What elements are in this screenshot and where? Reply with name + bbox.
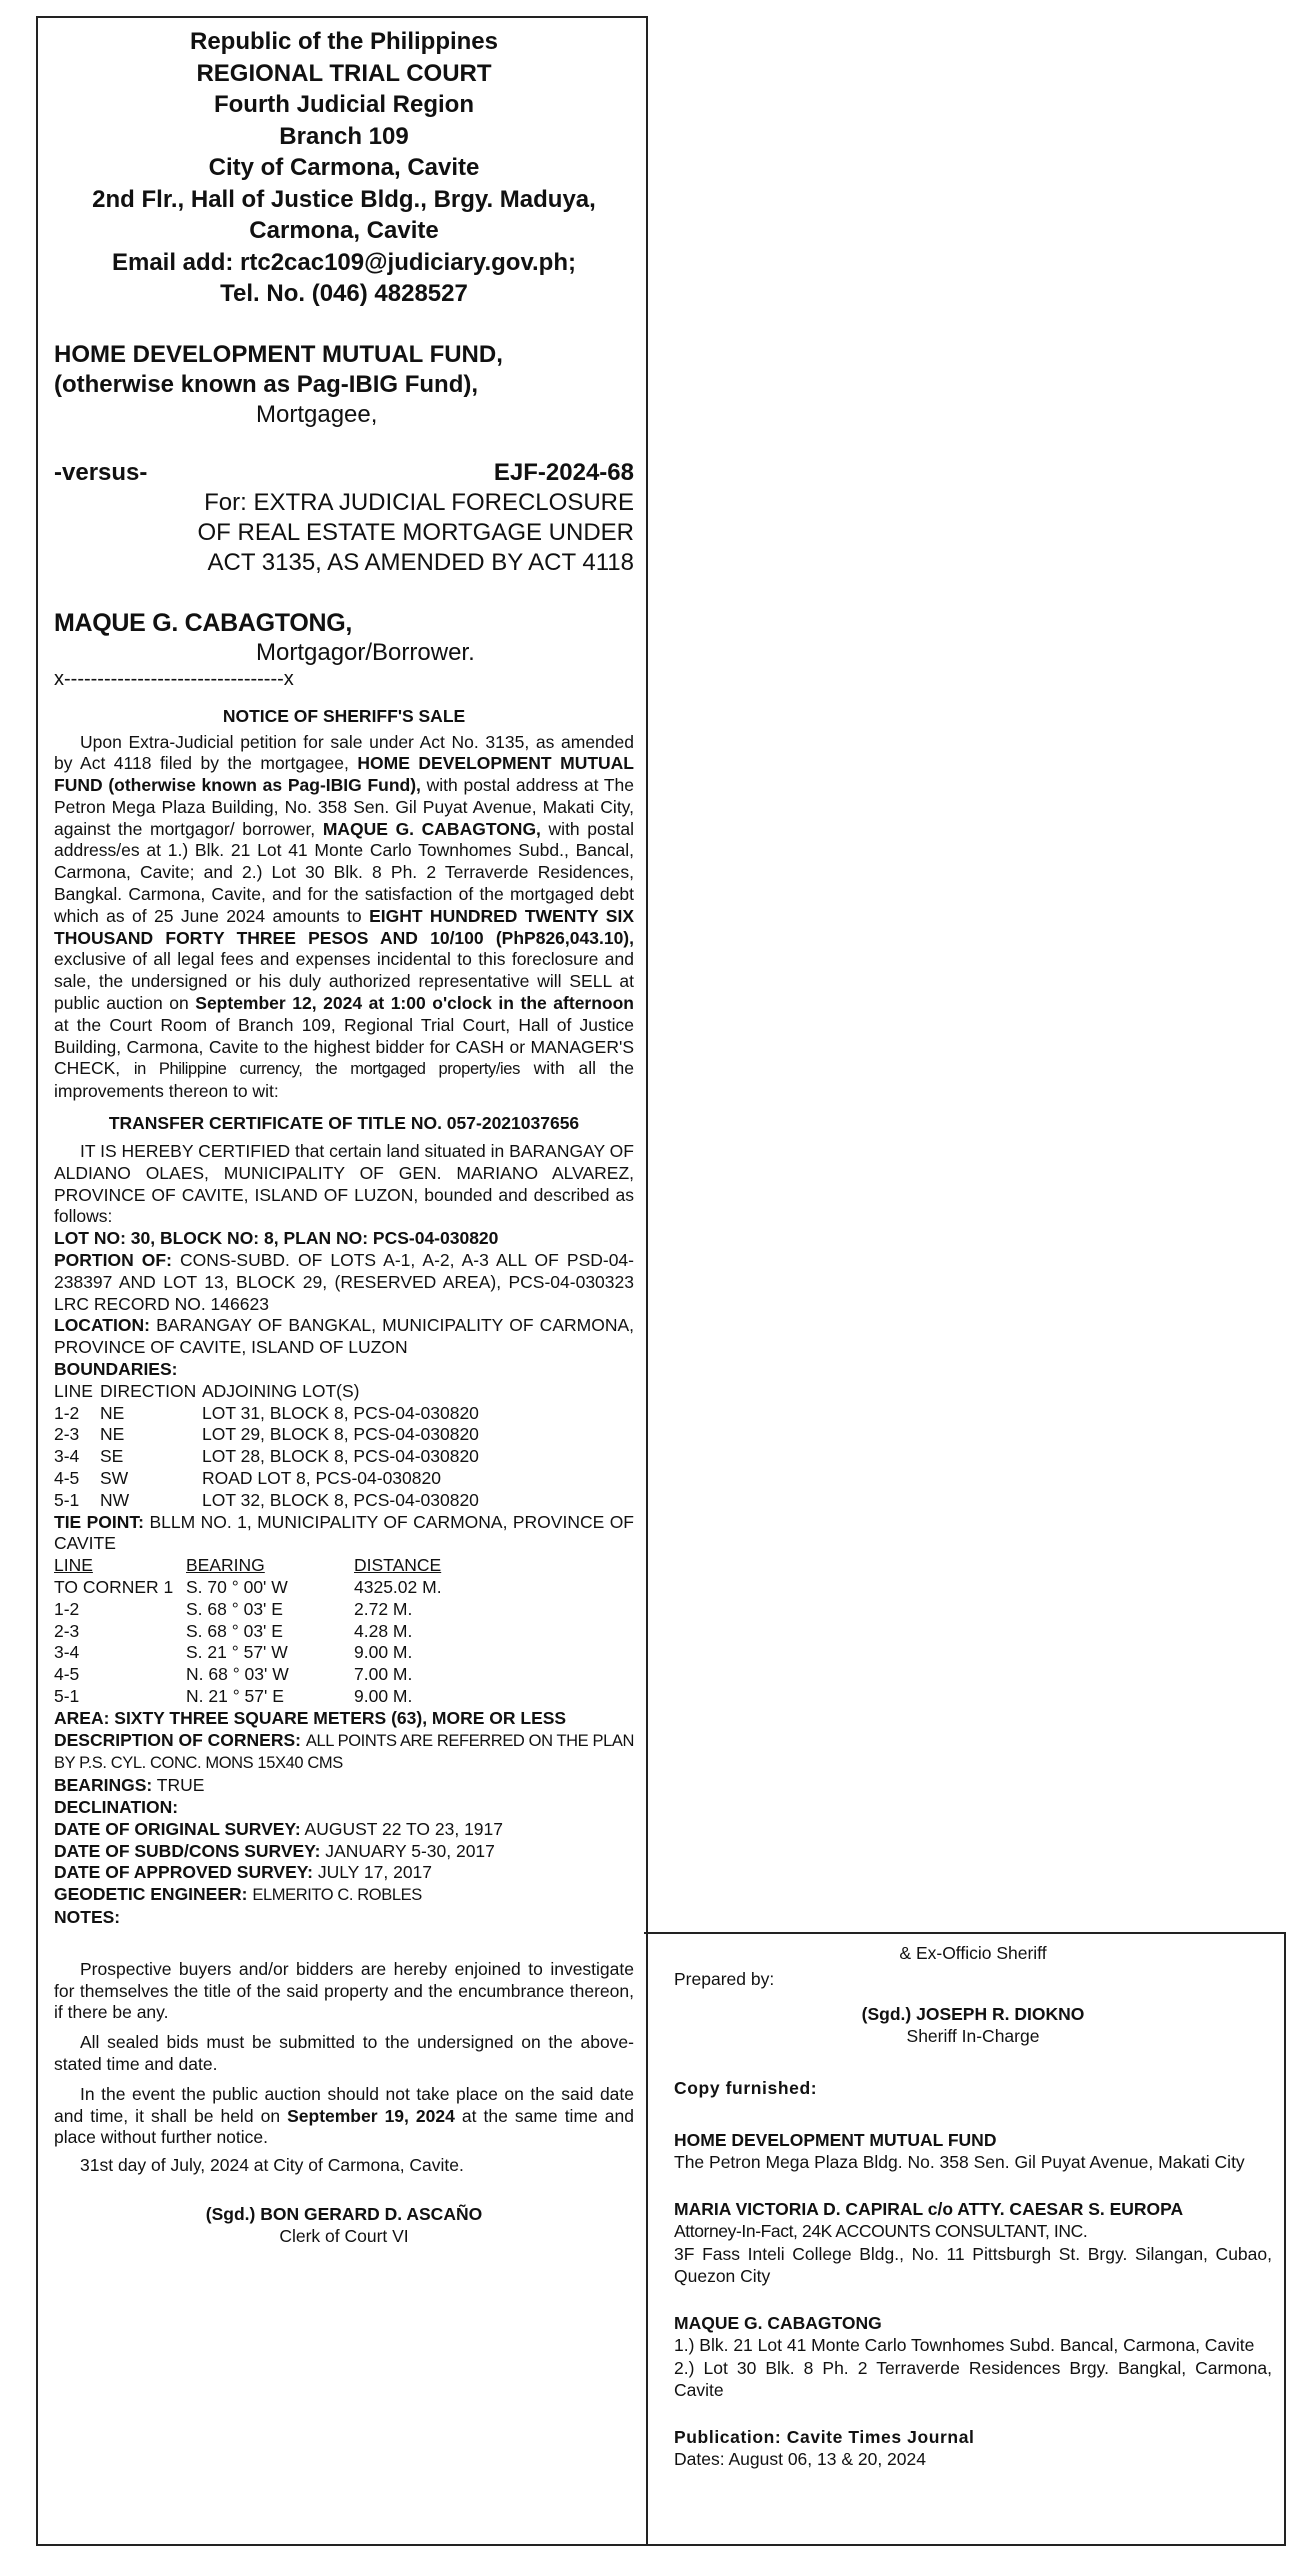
table-cell: 1-2 — [54, 1402, 80, 1423]
reschedule-text: at the same time and place without further notice. — [54, 2105, 634, 2148]
sale-text: Upon Extra-Judicial petition for sale under Act No. 3135, as amended by Act 4118 filed by the mortgagee, — [54, 731, 634, 774]
tie-point-value: BLLM NO. 1, MUNICIPALITY OF CARMONA, PROVINCE OF CAVITE — [54, 1511, 634, 1554]
recipient-name: MARIA VICTORIA D. CAPIRAL c/o ATTY. CAESAR S. EUROPA — [674, 2198, 1184, 2219]
versus-row — [54, 458, 634, 488]
table-row — [54, 1468, 634, 1490]
copy-furnished-label: Copy furnished: — [674, 2077, 818, 2098]
table-cell: 1-2 — [54, 1598, 80, 1619]
table-header: DISTANCE — [354, 1555, 442, 1576]
original-survey-value: AUGUST 22 TO 23, 1917 — [304, 1818, 503, 1839]
corners-label: DESCRIPTION OF CORNERS: — [54, 1729, 301, 1750]
table-cell: NE — [100, 1424, 125, 1445]
table-row — [54, 1577, 634, 1599]
case-nature-line: ACT 3135, AS AMENDED BY ACT 4118 — [207, 548, 634, 576]
bearings-label: BEARINGS: — [54, 1775, 153, 1796]
table-cell: S. 70 ° 00' W — [186, 1576, 288, 1597]
table-row — [54, 1424, 634, 1446]
court-header — [54, 26, 634, 310]
clerk-name: (Sgd.) BON GERARD D. ASCAÑO — [205, 2203, 483, 2224]
reschedule-date: September 19, 2024 — [287, 2105, 455, 2126]
table-row — [54, 1381, 634, 1403]
table-cell: 3-4 — [54, 1642, 80, 1663]
table-cell: 9.00 M. — [354, 1685, 413, 1706]
certified-paragraph: IT IS HEREBY CERTIFIED that certain land situated in BARANGAY OF ALDIANO OLAES, MUNICIPALITY OF GEN. MARIANO ALVAREZ, PROVINCE OF CAVITE, ISLAND OF LUZON, bounded and described as follows: — [54, 1141, 634, 1227]
original-survey-line — [54, 1819, 634, 1841]
declination-line: DECLINATION: — [54, 1796, 179, 1817]
publication-dates: Dates: August 06, 13 & 20, 2024 — [674, 2448, 926, 2469]
engineer-line — [54, 1884, 634, 1907]
bearings-value: TRUE — [156, 1775, 205, 1796]
table-cell: 9.00 M. — [354, 1642, 413, 1663]
sale-paragraph — [54, 732, 634, 1104]
sealed-bids-paragraph: All sealed bids must be submitted to the undersigned on the above-stated time and date. — [54, 2032, 634, 2074]
table-cell: SW — [100, 1468, 129, 1488]
court-line: REGIONAL TRIAL COURT — [196, 59, 492, 87]
table-cell: TO CORNER 1 — [54, 1576, 174, 1597]
location-value: BARANGAY OF BANGKAL, MUNICIPALITY OF CARMONA, PROVINCE OF CAVITE, ISLAND OF LUZON — [54, 1315, 634, 1358]
engineer-value: ELMERITO C. ROBLES — [252, 1886, 422, 1905]
table-row — [54, 1403, 634, 1425]
prepared-by-label: Prepared by: — [674, 1969, 775, 1989]
table-cell: N. 68 ° 03' W — [186, 1664, 289, 1685]
sheriff-name: (Sgd.) JOSEPH R. DIOKNO — [861, 2003, 1085, 2024]
boundaries-table — [54, 1381, 634, 1512]
case-nature-line: For: EXTRA JUDICIAL FORECLOSURE — [204, 488, 634, 516]
debt-amount: EIGHT HUNDRED TWENTY SIX THOUSAND FORTY THREE PESOS AND 10/100 (PhP826,043.10), — [54, 905, 634, 948]
corners-value: ALL POINTS ARE REFERRED ON THE PLAN BY P.S. CYL. CONC. MONS 15X40 CMS — [54, 1731, 634, 1773]
corners-line — [54, 1730, 634, 1776]
case-nature-line: OF REAL ESTATE MORTGAGE UNDER — [197, 518, 634, 546]
boundaries-label: BOUNDARIES: — [54, 1359, 178, 1380]
sale-text: exclusive of all legal fees and expenses incidental to this foreclosure and sale, the undersigned or his duly authorized representative will SELL at public auction on — [54, 949, 634, 1014]
recipient-name: HOME DEVELOPMENT MUTUAL FUND — [674, 2129, 997, 2150]
court-line: City of Carmona, Cavite — [208, 154, 480, 181]
defendant-name: MAQUE G. CABAGTONG, — [54, 608, 353, 637]
approved-survey-label: DATE OF APPROVED SURVEY: — [54, 1862, 313, 1883]
table-cell: 2-3 — [54, 1620, 80, 1641]
table-row — [54, 1686, 634, 1708]
court-line: Email add: rtc2cac109@judiciary.gov.ph; — [111, 248, 576, 276]
subd-survey-label: DATE OF SUBD/CONS SURVEY: — [54, 1840, 321, 1861]
mortgagor-name: MAQUE G. CABAGTONG, — [322, 818, 541, 839]
approved-survey-value: JULY 17, 2017 — [317, 1862, 433, 1883]
table-cell: NE — [100, 1402, 125, 1423]
case-nature — [54, 488, 634, 578]
engineer-label: GEODETIC ENGINEER: — [54, 1884, 248, 1905]
recipient-address: Attorney-In-Fact, 24K ACCOUNTS CONSULTANT, INC. — [674, 2221, 1088, 2241]
recipient-address: The Petron Mega Plaza Bldg. No. 358 Sen. Gil Puyat Avenue, Makati City — [674, 2152, 1245, 2172]
table-cell: LOT 29, BLOCK 8, PCS-04-030820 — [202, 1424, 479, 1445]
notice-title: NOTICE OF SHERIFF'S SALE — [222, 705, 466, 726]
sale-text: with all the improvements thereon to wit: — [54, 1058, 634, 1102]
table-header: LINE — [54, 1555, 93, 1576]
mortgagee-name: HOME DEVELOPMENT MUTUAL FUND (otherwise known as Pag-IBIG Fund), — [54, 753, 634, 796]
recipient-name: MAQUE G. CABAGTONG — [674, 2312, 882, 2333]
table-cell: NW — [100, 1489, 130, 1510]
table-cell: 2.72 M. — [354, 1598, 413, 1619]
reschedule-text: In the event the public auction should not take place on the said date and time, it shall be held on — [54, 2083, 634, 2126]
table-cell: 4-5 — [54, 1664, 80, 1685]
court-line: Carmona, Cavite — [249, 217, 439, 244]
area-line: AREA: SIXTY THREE SQUARE METERS (63), MORE OR LESS — [54, 1707, 567, 1728]
ex-officio-title: & Ex-Officio Sheriff — [899, 1943, 1047, 1963]
approved-survey-line — [54, 1862, 634, 1884]
table-cell: 7.00 M. — [354, 1664, 413, 1685]
table-header: DIRECTION — [100, 1380, 197, 1401]
table-row — [54, 1446, 634, 1468]
table-cell: 4-5 — [54, 1468, 80, 1488]
bearings-line — [54, 1775, 634, 1797]
lot-line: LOT NO: 30, BLOCK NO: 8, PLAN NO: PCS-04-030820 — [54, 1228, 499, 1249]
publication-line: Publication: Cavite Times Journal — [674, 2426, 975, 2447]
auction-date: September 12, 2024 at 1:00 o'clock in the afternoon — [195, 993, 634, 1014]
bearings-table — [54, 1555, 634, 1708]
tie-point-line — [54, 1512, 634, 1556]
recipient-address: 1.) Blk. 21 Lot 41 Monte Carlo Townhomes Subd. Bancal, Carmona, Cavite — [674, 2335, 1255, 2355]
table-row — [54, 1642, 634, 1664]
case-number: EJF-2024-68 — [493, 458, 634, 486]
versus-label: -versus- — [54, 458, 148, 486]
table-row — [54, 1555, 634, 1577]
table-cell: 5-1 — [54, 1685, 80, 1706]
table-cell: 3-4 — [54, 1446, 80, 1467]
reschedule-paragraph — [54, 2084, 634, 2149]
table-cell: S. 68 ° 03' E — [186, 1598, 283, 1619]
table-cell: 4325.02 M. — [354, 1576, 442, 1597]
notes-line: NOTES: — [54, 1906, 121, 1927]
clerk-title: Clerk of Court VI — [279, 2225, 409, 2246]
recipient-address: 2.) Lot 30 Blk. 8 Ph. 2 Terraverde Residences Brgy. Bangkal, Carmona, Cavite — [674, 2357, 1272, 2400]
table-header: BEARING — [186, 1555, 265, 1576]
court-line: Tel. No. (046) 4828527 — [220, 280, 468, 307]
subd-survey-line — [54, 1841, 634, 1863]
table-cell: 4.28 M. — [354, 1620, 413, 1641]
court-line: Branch 109 — [279, 122, 409, 150]
portion-value: CONS-SUBD. OF LOTS A-1, A-2, A-3 ALL OF PSD-04-238397 AND LOT 13, BLOCK 29, (RESERVED AREA), PCS-04-030323 LRC RECORD NO. 146623 — [54, 1250, 634, 1314]
table-row — [54, 1490, 634, 1512]
table-cell: S. 21 ° 57' W — [186, 1642, 288, 1663]
table-cell: 5-1 — [54, 1489, 80, 1510]
table-cell: 2-3 — [54, 1424, 80, 1445]
table-header: LINE — [54, 1380, 93, 1401]
court-line: 2nd Flr., Hall of Justice Bldg., Brgy. Maduya, — [92, 185, 596, 213]
table-row — [54, 1599, 634, 1621]
notice-right-column — [674, 1942, 1272, 2470]
bottom-border — [36, 2544, 1286, 2546]
tct-title: TRANSFER CERTIFICATE OF TITLE NO. 057-2021037656 — [108, 1113, 580, 1134]
tie-point-label: TIE POINT: — [54, 1511, 145, 1532]
court-line: Republic of the Philippines — [189, 28, 498, 55]
caption-separator: x---------------------------------x — [54, 667, 294, 690]
defendant-role: Mortgagor/Borrower. — [256, 638, 475, 666]
plaintiff-name: HOME DEVELOPMENT MUTUAL FUND, — [54, 340, 503, 368]
sale-text: with postal address/es at 1.) Blk. 21 Lot 41 Monte Carlo Townhomes Subd., Bancal, Carmona, Cavite; and 2.) Lot 30 Blk. 8 Ph. 2 Terraverde Residences, Bangkal. Carmona, Cavite, and for the satisfaction of the mortgaged debt which as of 25 June 2024 amounts to — [54, 818, 634, 926]
table-cell: ROAD LOT 8, PCS-04-030820 — [202, 1468, 441, 1488]
table-cell: SE — [100, 1446, 124, 1467]
sale-text: at the Court Room of Branch 109, Regional Trial Court, Hall of Justice Building, Carmona, Cavite to the highest bidder for CASH or MANAGER'S CHECK, — [54, 1014, 634, 1079]
prospective-paragraph: Prospective buyers and/or bidders are hereby enjoined to investigate for themselves the title of the said property and the encumbrance thereon, if there be any. — [54, 1958, 634, 2023]
sale-text: with postal address at The Petron Mega Plaza Building, No. 358 Sen. Gil Puyat Avenue, Makati City, against the mortgagor/ borrower, — [54, 775, 634, 839]
table-cell: LOT 32, BLOCK 8, PCS-04-030820 — [202, 1489, 479, 1510]
sheriff-title: Sheriff In-Charge — [906, 2025, 1040, 2046]
table-row — [54, 1621, 634, 1643]
table-cell: N. 21 ° 57' E — [186, 1685, 284, 1706]
original-survey-label: DATE OF ORIGINAL SURVEY: — [54, 1818, 301, 1839]
subd-survey-value: JANUARY 5-30, 2017 — [325, 1840, 495, 1861]
portion-label: PORTION OF: — [54, 1250, 172, 1271]
sale-text: in Philippine currency, the mortgaged property/ies — [133, 1060, 520, 1079]
table-cell: S. 68 ° 03' E — [186, 1620, 283, 1641]
notice-left-column — [54, 26, 634, 2247]
table-row — [54, 1664, 634, 1686]
location-line — [54, 1315, 634, 1359]
plaintiff-role: Mortgagee, — [256, 400, 378, 428]
location-label: LOCATION: — [54, 1315, 150, 1336]
recipient-address: 3F Fass Inteli College Bldg., No. 11 Pittsburgh St. Brgy. Silangan, Cubao, Quezon City — [674, 2243, 1272, 2286]
table-header: ADJOINING LOT(S) — [202, 1380, 360, 1401]
table-cell: LOT 31, BLOCK 8, PCS-04-030820 — [202, 1402, 479, 1423]
dated-line: 31st day of July, 2024 at City of Carmona, Cavite. — [80, 2155, 464, 2176]
court-line: Fourth Judicial Region — [213, 91, 474, 118]
plaintiff-aka: (otherwise known as Pag-IBIG Fund), — [54, 370, 479, 398]
table-cell: LOT 28, BLOCK 8, PCS-04-030820 — [202, 1446, 479, 1467]
portion-line — [54, 1250, 634, 1315]
